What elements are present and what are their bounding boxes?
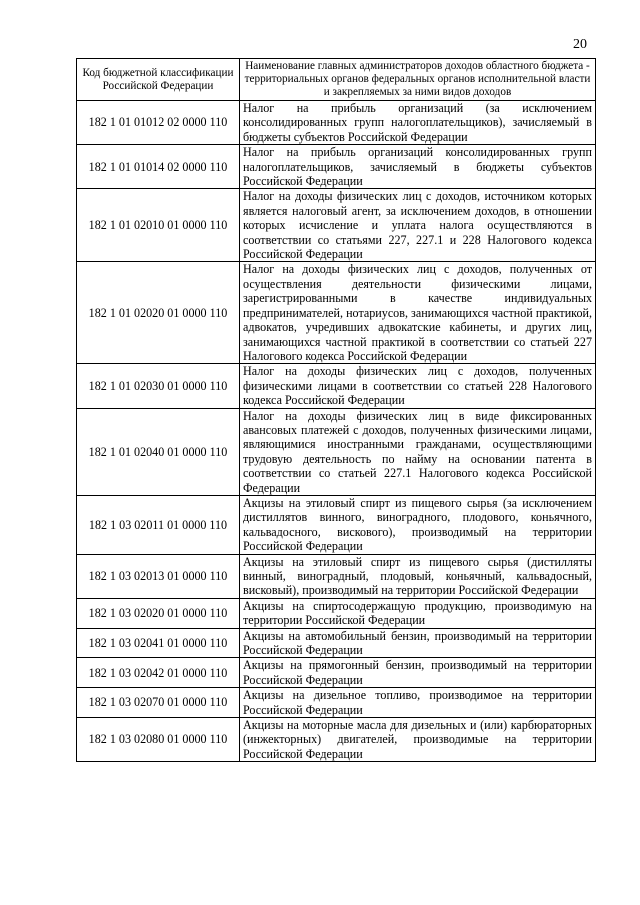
- header-code: Код бюджетной классификации Российской Федерации: [77, 59, 240, 101]
- revenue-description-cell: Налог на доходы физических лиц с доходов, источником которых является налоговый агент, за исключением доходов, в отношении которых исчисление и уплата налога осуществляются в соответствии со статьями 227, 227.1 и 228 Налогового кодекса Российской Федерации: [240, 189, 596, 262]
- budget-code-cell: 182 1 01 02020 01 0000 110: [77, 262, 240, 364]
- revenue-description-cell: Акцизы на прямогонный бензин, производимый на территории Российской Федерации: [240, 658, 596, 688]
- budget-code-cell: 182 1 03 02041 01 0000 110: [77, 628, 240, 658]
- revenue-description-cell: Налог на доходы физических лиц в виде фиксированных авансовых платежей с доходов, полученных физическими лицами, являющимися иностранными гражданами, осуществляющими трудовую деятельность по найму на основании патента в соответствии со статьей 227.1 Налогового кодекса Российской Федерации: [240, 408, 596, 495]
- table-row: [77, 189, 596, 262]
- budget-code-cell: 182 1 01 02010 01 0000 110: [77, 189, 240, 262]
- budget-code-cell: 182 1 03 02042 01 0000 110: [77, 658, 240, 688]
- table-row: [77, 364, 596, 408]
- budget-code-cell: 182 1 03 02011 01 0000 110: [77, 495, 240, 554]
- budget-code-cell: 182 1 03 02013 01 0000 110: [77, 554, 240, 598]
- revenue-description-cell: Налог на прибыль организаций (за исключением консолидированных групп налогоплательщиков), зачисляемый в бюджеты субъектов Российской Федерации: [240, 101, 596, 145]
- revenue-description-cell: Акцизы на автомобильный бензин, производимый на территории Российской Федерации: [240, 628, 596, 658]
- table-header-row: [77, 59, 596, 101]
- table-row: [77, 145, 596, 189]
- revenue-description-cell: Акцизы на этиловый спирт из пищевого сырья (за исключением дистиллятов винного, виноградного, плодового, коньячного, кальвадосного, вискового), производимый на территории Российской Федерации: [240, 495, 596, 554]
- table-row: [77, 495, 596, 554]
- revenue-description-cell: Налог на доходы физических лиц с доходов, полученных физическими лицами в соответствии со статьей 228 Налогового кодекса Российской Федерации: [240, 364, 596, 408]
- budget-code-cell: 182 1 01 01012 02 0000 110: [77, 101, 240, 145]
- revenue-description-cell: Налог на прибыль организаций консолидированных групп налогоплательщиков, зачисляемый в бюджеты субъектов Российской Федерации: [240, 145, 596, 189]
- table-row: [77, 408, 596, 495]
- table-row: [77, 718, 596, 762]
- table-row: [77, 658, 596, 688]
- budget-code-cell: 182 1 01 02030 01 0000 110: [77, 364, 240, 408]
- table-row: [77, 262, 596, 364]
- revenue-description-cell: Акцизы на этиловый спирт из пищевого сырья (дистилляты винный, виноградный, плодовый, коньячный, кальвадосный, висковый), производимый на территории Российской Федерации: [240, 554, 596, 598]
- page-number: 20: [573, 37, 587, 52]
- header-name: Наименование главных администраторов доходов областного бюджета - территориальных органов федеральных органов исполнительной власти и закрепляемых за ними видов доходов: [240, 59, 596, 101]
- table-row: [77, 688, 596, 718]
- revenue-description-cell: Налог на доходы физических лиц с доходов, полученных от осуществления деятельности физическими лицами, зарегистрированными в качестве индивидуальных предпринимателей, нотариусов, занимающихся частной практикой, адвокатов, учредивших адвокатские кабинеты, и других лиц, занимающихся частной практикой в соответствии со статьей 227 Налогового кодекса Российской Федерации: [240, 262, 596, 364]
- budget-code-cell: 182 1 03 02080 01 0000 110: [77, 718, 240, 762]
- budget-code-cell: 182 1 03 02070 01 0000 110: [77, 688, 240, 718]
- budget-code-cell: 182 1 03 02020 01 0000 110: [77, 598, 240, 628]
- table-row: [77, 598, 596, 628]
- revenue-description-cell: Акцизы на моторные масла для дизельных и (или) карбюраторных (инжекторных) двигателей, производимые на территории Российской Федерации: [240, 718, 596, 762]
- revenue-description-cell: Акцизы на спиртосодержащую продукцию, производимую на территории Российской Федерации: [240, 598, 596, 628]
- budget-code-cell: 182 1 01 02040 01 0000 110: [77, 408, 240, 495]
- table-row: [77, 554, 596, 598]
- budget-code-cell: 182 1 01 01014 02 0000 110: [77, 145, 240, 189]
- budget-classification-table: [76, 58, 596, 762]
- table-row: [77, 628, 596, 658]
- table-row: [77, 101, 596, 145]
- revenue-description-cell: Акцизы на дизельное топливо, производимое на территории Российской Федерации: [240, 688, 596, 718]
